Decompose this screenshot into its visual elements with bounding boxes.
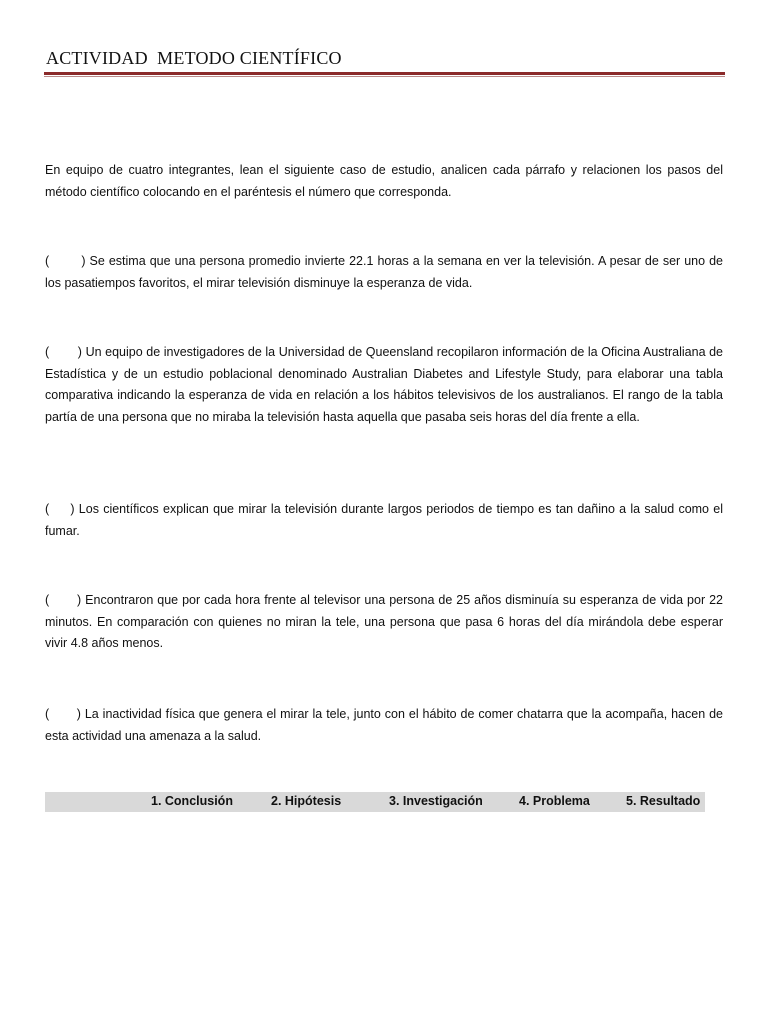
case-paragraph-3 bbox=[45, 499, 723, 542]
paragraph-text: Un equipo de investigadores de la Universidad de Queensland recopilaron información de la Oficina Australiana de Estadística y de un estudio poblacional denominado Australian Diabetes and Lifestyle Study, para elaborar una tabla comparativa indicando la esperanza de vida en relación a los hábitos televisivos de los australianos. El rango de la tabla partía de una persona que no miraba la televisión hasta aquella que pasaba seis horas del día frente a ella. bbox=[45, 345, 724, 424]
legend-item-investigation: 3. Investigación bbox=[389, 794, 483, 808]
method-steps-legend bbox=[45, 792, 705, 812]
case-paragraph-4 bbox=[45, 590, 723, 655]
legend-item-result: 5. Resultado bbox=[626, 794, 701, 808]
paragraph-text: La inactividad física que genera el mirar la tele, junto con el hábito de comer chatarra que la acompaña, hacen de esta actividad una amenaza a la salud. bbox=[45, 707, 723, 743]
intro-paragraph: En equipo de cuatro integrantes, lean el siguiente caso de estudio, analicen cada párrafo y relacionen los pasos del método científico colocando en el paréntesis el número que corresponda. bbox=[45, 163, 723, 199]
legend-item-problem: 4. Problema bbox=[519, 794, 590, 808]
legend-item-conclusion: 1. Conclusión bbox=[151, 794, 233, 808]
paragraph-text: Los científicos explican que mirar la televisión durante largos periodos de tiempo es tan dañino a la salud como el fumar. bbox=[45, 502, 723, 538]
paragraph-text: Encontraron que por cada hora frente al televisor una persona de 25 años disminuía su esperanza de vida por 22 minutos. En comparación con quienes no miran la tele, una persona que pasa 6 horas del día mirándola debe esperar vivir 4.8 años menos. bbox=[45, 593, 723, 651]
legend-item-hypothesis: 2. Hipótesis bbox=[271, 794, 342, 808]
answer-blank: ( ) bbox=[45, 254, 86, 268]
case-paragraph-5 bbox=[45, 704, 723, 747]
paragraph-text: Se estima que una persona promedio invierte 22.1 horas a la semana en ver la televisión. A pesar de ser uno de los pasatiempos favoritos, el mirar televisión disminuye la esperanza de vida. bbox=[45, 254, 723, 290]
case-paragraph-2 bbox=[45, 342, 723, 428]
answer-blank: ( ) bbox=[45, 593, 82, 607]
document-title: ACTIVIDAD METODO CIENTÍFICO bbox=[46, 48, 342, 68]
answer-blank: ( ) bbox=[45, 502, 75, 516]
case-paragraph-1 bbox=[45, 251, 723, 294]
title-rule bbox=[44, 72, 725, 75]
answer-blank: ( ) bbox=[45, 345, 82, 359]
title-rule-thin bbox=[44, 76, 725, 77]
answer-blank: ( ) bbox=[45, 707, 81, 721]
